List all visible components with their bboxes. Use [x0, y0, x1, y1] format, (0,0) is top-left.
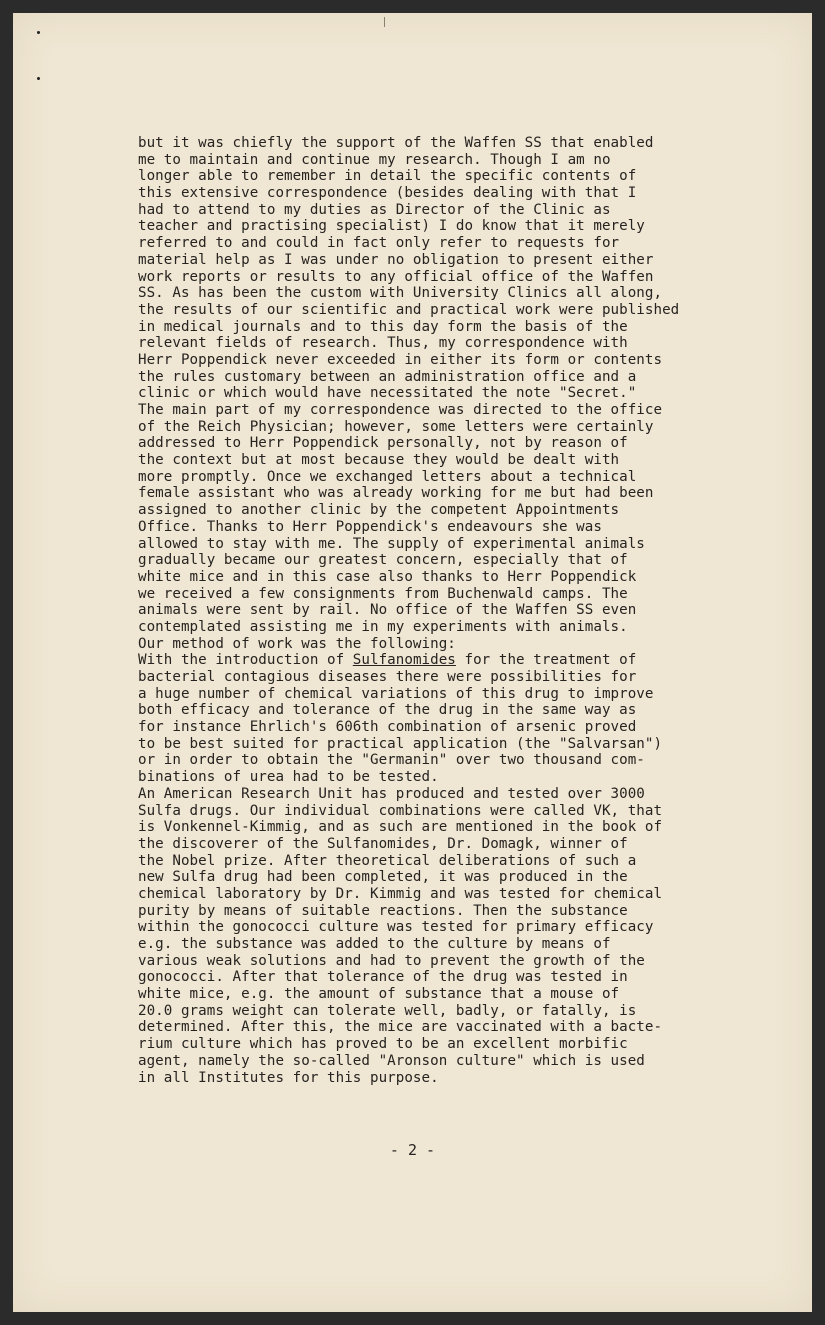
text-line: the rules customary between an administration office and a: [138, 368, 637, 385]
text-line: white mice, e.g. the amount of substance that a mouse of: [138, 986, 620, 1003]
text-segment: for the treatment of: [455, 652, 637, 669]
text-line: me to maintain and continue my research. Though I am no: [138, 151, 611, 168]
text-line: we received a few consignments from Buchenwald camps. The: [138, 585, 628, 602]
text-line: An American Research Unit has produced and tested over 3000: [138, 785, 645, 802]
text-line: new Sulfa drug had been completed, it was produced in the: [138, 869, 628, 886]
text-line: chemical laboratory by Dr. Kimmig and was tested for chemical: [138, 885, 663, 902]
text-line: both efficacy and tolerance of the drug in the same way as: [138, 702, 637, 719]
text-line: gonococci. After that tolerance of the drug was tested in: [138, 969, 628, 986]
text-line: Herr Poppendick never exceeded in either its form or contents: [138, 351, 663, 368]
text-line: 20.0 grams weight can tolerate well, badly, or fatally, is: [138, 1002, 637, 1019]
text-line: of the Reich Physician; however, some letters were certainly: [138, 418, 654, 435]
margin-dot-top: [37, 31, 40, 34]
text-line: female assistant who was already working for me but had been: [138, 485, 654, 502]
text-line: Office. Thanks to Herr Poppendick's endeavours she was: [138, 518, 602, 535]
text-line: purity by means of suitable reactions. Then the substance: [138, 902, 628, 919]
text-line: The main part of my correspondence was directed to the office: [138, 402, 663, 418]
text-line: but it was chiefly the support of the Waffen SS that enabled: [138, 135, 654, 151]
text-line: e.g. the substance was added to the culture by means of: [138, 936, 611, 952]
text-line: binations of urea had to be tested.: [138, 769, 439, 786]
text-line: relevant fields of research. Thus, my correspondence with: [138, 335, 628, 352]
text-line: [138, 652, 778, 669]
text-line: allowed to stay with me. The supply of experimental animals: [138, 535, 645, 552]
text-line: longer able to remember in detail the specific contents of: [138, 168, 637, 185]
document-body: [138, 135, 778, 1086]
text-line: the context but at most because they would be dealt with: [138, 452, 620, 469]
text-line: in all Institutes for this purpose.: [138, 1069, 439, 1086]
text-line: had to attend to my duties as Director of the Clinic as: [138, 201, 611, 218]
text-line: addressed to Herr Poppendick personally, not by reason of: [138, 435, 628, 452]
underlined-term: Sulfanomides: [352, 652, 456, 669]
text-line: referred to and could in fact only refer to requests for: [138, 235, 620, 252]
text-line: a huge number of chemical variations of this drug to improve: [138, 685, 654, 702]
fold-mark: [384, 17, 385, 27]
text-line: agent, namely the so-called "Aronson culture" which is used: [138, 1052, 645, 1069]
text-line: gradually became our greatest concern, especially that of: [138, 552, 628, 569]
text-line: or in order to obtain the "Germanin" over two thousand com-: [138, 752, 645, 769]
text-line: Sulfa drugs. Our individual combinations were called VK, that: [138, 802, 663, 819]
text-line: this extensive correspondence (besides dealing with that I: [138, 185, 637, 202]
text-line: clinic or which would have necessitated the note "Secret.": [138, 385, 637, 402]
text-line: the discoverer of the Sulfanomides, Dr. Domagk, winner of: [138, 835, 628, 852]
text-line: is Vonkennel-Kimmig, and as such are mentioned in the book of: [138, 819, 663, 836]
text-line: assigned to another clinic by the competent Appointments: [138, 502, 620, 519]
text-line: white mice and in this case also thanks to Herr Poppendick: [138, 568, 637, 585]
text-line: contemplated assisting me in my experiments with animals.: [138, 618, 628, 635]
page-number: - 2 -: [389, 1141, 436, 1159]
text-line: teacher and practising specialist) I do know that it merely: [138, 218, 645, 235]
text-line: determined. After this, the mice are vaccinated with a bacte-: [138, 1019, 663, 1036]
text-line: SS. As has been the custom with University Clinics all along,: [138, 285, 663, 302]
text-line: various weak solutions and had to prevent the growth of the: [138, 952, 645, 969]
text-line: to be best suited for practical application (the "Salvarsan"): [138, 735, 663, 752]
margin-dot-bottom: [37, 77, 40, 80]
text-line: bacterial contagious diseases there were possibilities for: [138, 669, 637, 685]
text-line: work reports or results to any official office of the Waffen: [138, 268, 654, 285]
text-line: material help as I was under no obligation to present either: [138, 251, 654, 268]
text-segment: With the introduction of: [138, 652, 353, 669]
text-line: for instance Ehrlich's 606th combination of arsenic proved: [138, 719, 637, 736]
text-line: more promptly. Once we exchanged letters about a technical: [138, 468, 637, 485]
text-line: in medical journals and to this day form the basis of the: [138, 318, 628, 335]
text-line: the results of our scientific and practical work were published: [138, 301, 680, 318]
text-line: rium culture which has proved to be an excellent morbific: [138, 1036, 628, 1053]
text-line: the Nobel prize. After theoretical deliberations of such a: [138, 852, 637, 869]
text-line: within the gonococci culture was tested for primary efficacy: [138, 919, 654, 936]
text-line: Our method of work was the following:: [138, 635, 456, 652]
text-line: animals were sent by rail. No office of the Waffen SS even: [138, 602, 637, 619]
